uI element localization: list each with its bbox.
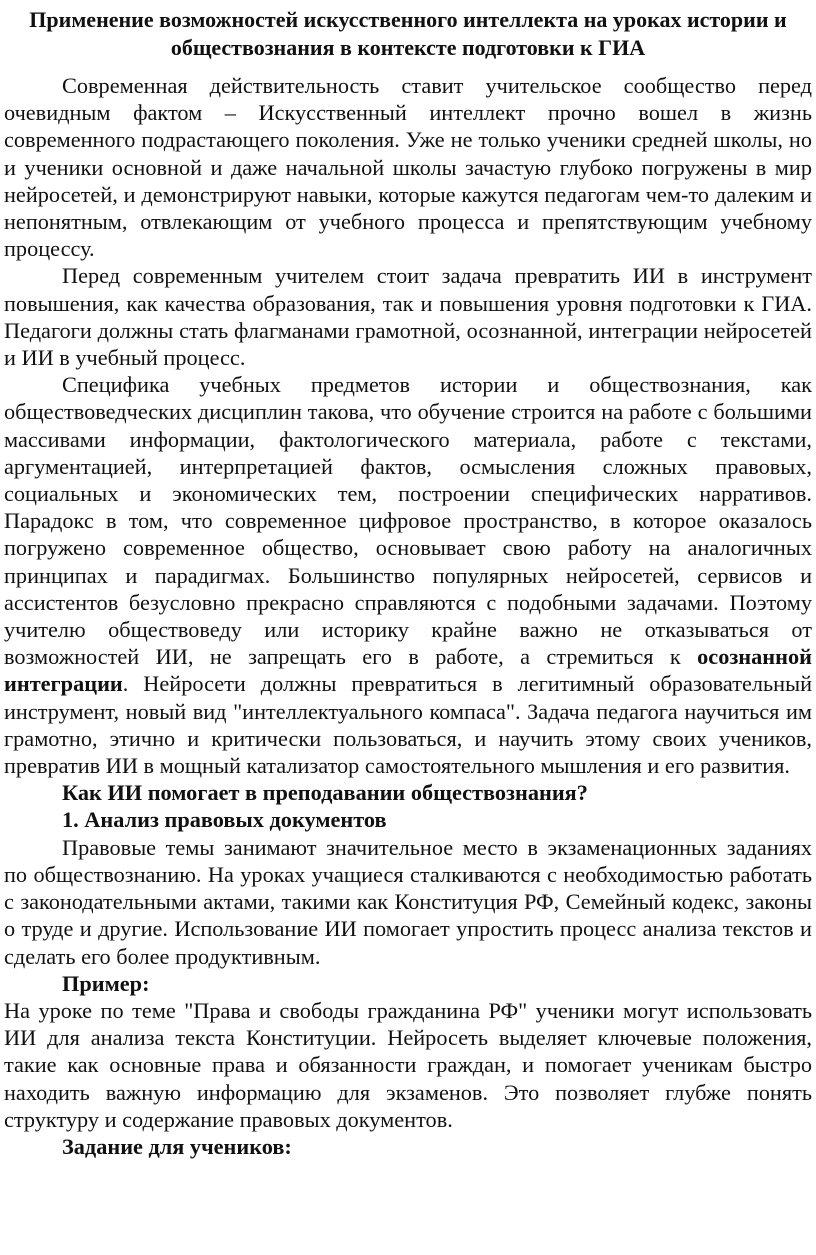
paragraph-intro: Современная действительность ставит учительское сообщество перед очевидным фактом – Искусственный интеллект прочно вошел в жизнь современного подрастающего поколения. Уже не только ученики средней школы, но и ученики основной и даже начальной школы зачастую глубоко погружены в мир нейросетей, и демонстрируют навыки, которые кажутся педагогам чем-то далеким и непонятным, отвлекающим от учебного процесса и препятствующим учебному процессу.: [4, 73, 812, 262]
student-task-heading: Задание для учеников:: [62, 1133, 292, 1159]
bold-phrase-conscious-integration: осознанной интеграции: [4, 644, 812, 697]
example-heading: Пример:: [62, 970, 150, 996]
paragraph-legal-topics: Правовые темы занимают значительное место в экзаменационных заданиях по обществознанию. На уроках учащиеся сталкиваются с необходимостью работать с законодательными актами, такими как Конституция РФ, Семейный кодекс, законы о труде и другие. Использование ИИ помогает упростить процесс анализа текстов и сделать его более продуктивным.: [4, 834, 812, 969]
document-title: Применение возможностей искусственного интеллекта на уроках истории и обществознания в контексте подготовки к ГИА: [29, 7, 787, 60]
paragraph-subject-specifics-text-2: . Нейросети должны превратиться в легитимный образовательный инструмент, новый вид "интеллектуального компаса". Задача педагога научиться им грамотно, этично и критически пользоваться, и научить этому своих учеников, превратив ИИ в мощный катализатор самостоятельного мышления и его развития.: [4, 671, 812, 779]
paragraph-subject-specifics-text-1: Специфика учебных предметов истории и обществознания, как обществоведческих дисциплин такова, что обучение строится на работе с большими массивами информации, фактологического материала, работе с текстами, аргументацией, интерпретацией фактов, осмысления сложных правовых, социальных и экономических тем, построении специфических нарративов. Парадокс в том, что современное цифровое пространство, в которое оказалось погружено современное общество, основывает свою работу на аналогичных принципах и парадигмах. Большинство популярных нейросетей, сервисов и ассистентов безусловно прекрасно справляются с подобными задачами. Поэтому учителю обществоведу или историку крайне важно не отказываться от возможностей ИИ, не запрещать его в работе, а стремиться к: [4, 372, 812, 670]
paragraph-subject-specifics: [4, 371, 812, 779]
section-heading-legal-documents: 1. Анализ правовых документов: [62, 807, 387, 833]
paragraph-teacher-task: Перед современным учителем стоит задача превратить ИИ в инструмент повышения, как качества образования, так и повышения уровня подготовки к ГИА. Педагоги должны стать флагманами грамотной, осознанной, интеграции нейросетей и ИИ в учебный процесс.: [4, 263, 812, 371]
paragraph-example: На уроке по теме "Права и свободы гражданина РФ" ученики могут использовать ИИ для анализа текста Конституции. Нейросеть выделяет ключевые положения, такие как основные права и обязанности граждан, и помогает ученикам быстро находить важную информацию для экзаменов. Это позволяет глубже понять структуру и содержание правовых документов.: [4, 997, 812, 1132]
section-heading-how-ai-helps: Как ИИ помогает в преподавании обществознания?: [62, 780, 588, 806]
